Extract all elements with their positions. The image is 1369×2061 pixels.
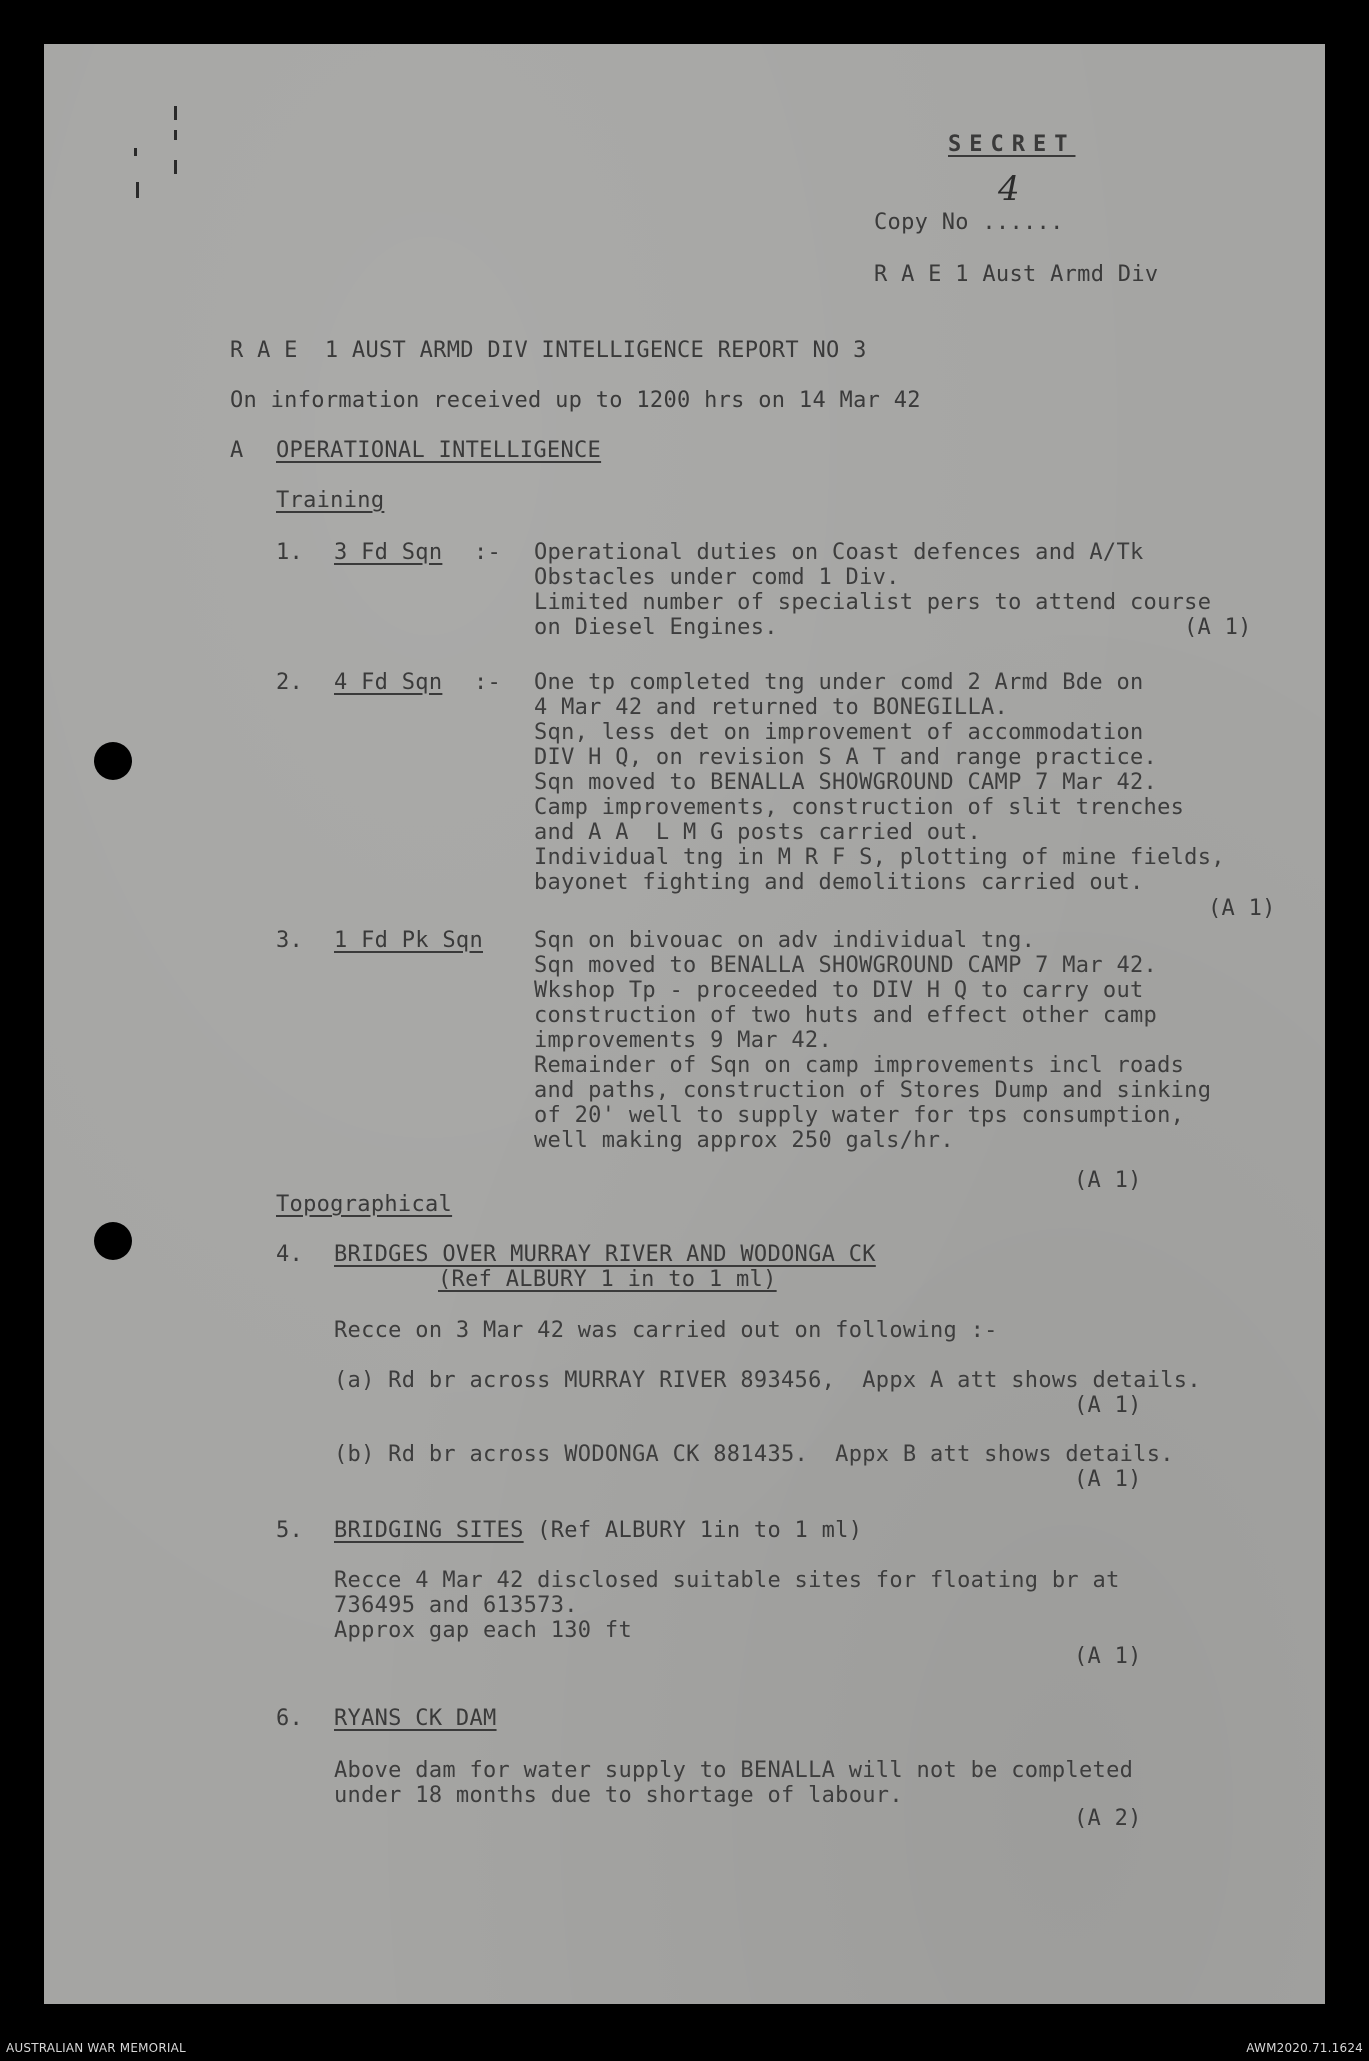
source-grade: (A 1): [1208, 896, 1276, 921]
item-line: Above dam for water supply to BENALLA will not be completed: [334, 1758, 1134, 1783]
item-line: Sqn moved to BENALLA SHOWGROUND CAMP 7 Mar 42.: [534, 770, 1158, 795]
copy-number-handwritten: 4: [998, 169, 1020, 209]
source-grade: (A 1): [1074, 1644, 1142, 1669]
item-number: 6.: [276, 1706, 304, 1731]
punch-hole: [94, 1222, 132, 1260]
item-line: Sqn, less det on improvement of accommodation: [534, 720, 1144, 745]
item-heading-wrap: [334, 1518, 862, 1544]
item-line: DIV H Q, on revision S A T and range practice.: [534, 745, 1158, 770]
item-line: and A A L M G posts carried out.: [534, 820, 981, 845]
item-line: 4 Mar 42 and returned to BONEGILLA.: [534, 695, 1009, 720]
source-grade: (A 1): [1184, 615, 1252, 640]
sub-item-b: (b) Rd br across WODONGA CK 881435. Appx B att shows details.: [334, 1442, 1174, 1467]
item-line: Remainder of Sqn on camp improvements incl roads: [534, 1053, 1185, 1078]
source-grade: (A 2): [1074, 1806, 1142, 1831]
margin-mark: [174, 106, 177, 120]
item-line: Obstacles under comd 1 Div.: [534, 565, 900, 590]
punch-hole: [94, 742, 132, 780]
item-number: 5.: [276, 1518, 304, 1543]
training-heading: Training: [276, 488, 385, 513]
source-grade: (A 1): [1074, 1393, 1142, 1418]
item-number: 4.: [276, 1242, 304, 1267]
item-line: under 18 months due to shortage of labour.: [334, 1783, 903, 1808]
source-grade: (A 1): [1074, 1467, 1142, 1492]
margin-mark: [174, 160, 177, 174]
item-number: 3.: [276, 928, 304, 953]
item-line: Sqn on bivouac on adv individual tng.: [534, 928, 1036, 953]
item-line: improvements 9 Mar 42.: [534, 1028, 832, 1053]
item-number: 1.: [276, 540, 304, 565]
item-line: bayonet fighting and demolitions carried out.: [534, 870, 1144, 895]
item-separator: :-: [474, 670, 502, 695]
section-heading: OPERATIONAL INTELLIGENCE: [276, 438, 602, 463]
map-reference: (Ref ALBURY 1 in to 1 ml): [438, 1267, 777, 1292]
info-line: On information received up to 1200 hrs on 14 Mar 42: [230, 388, 921, 413]
item-unit: 1 Fd Pk Sqn: [334, 928, 483, 953]
archive-reference: AWM2020.71.1624: [1246, 2041, 1363, 2055]
margin-mark: [136, 182, 139, 198]
margin-mark: [134, 148, 137, 156]
item-line: Recce on 3 Mar 42 was carried out on following :-: [334, 1318, 998, 1343]
item-line: Recce 4 Mar 42 disclosed suitable sites for floating br at: [334, 1568, 1120, 1593]
report-title: R A E 1 AUST ARMD DIV INTELLIGENCE REPORT NO 3: [230, 338, 867, 363]
item-line: on Diesel Engines.: [534, 615, 778, 640]
item-line: Approx gap each 130 ft: [334, 1618, 632, 1643]
item-line: Limited number of specialist pers to attend course: [534, 590, 1212, 615]
item-heading: BRIDGING SITES: [334, 1518, 524, 1543]
item-line: 736495 and 613573.: [334, 1593, 578, 1618]
item-line: Operational duties on Coast defences and A/Tk: [534, 540, 1144, 565]
document-sheet: [44, 44, 1325, 2004]
item-line: Individual tng in M R F S, plotting of mine fields,: [534, 845, 1225, 870]
item-line: of 20' well to supply water for tps consumption,: [534, 1103, 1185, 1128]
item-separator: :-: [474, 540, 502, 565]
unit-line: R A E 1 Aust Armd Div: [874, 262, 1159, 287]
item-unit: 3 Fd Sqn: [334, 540, 443, 565]
copy-number-label: Copy No ......: [874, 210, 1064, 235]
section-letter: A: [230, 438, 244, 463]
item-line: well making approx 250 gals/hr.: [534, 1128, 954, 1153]
source-grade: (A 1): [1074, 1168, 1142, 1193]
margin-mark: [174, 130, 177, 140]
item-heading: RYANS CK DAM: [334, 1706, 497, 1731]
item-line: Sqn moved to BENALLA SHOWGROUND CAMP 7 Mar 42.: [534, 953, 1158, 978]
item-heading: BRIDGES OVER MURRAY RIVER AND WODONGA CK: [334, 1242, 876, 1267]
item-unit: 4 Fd Sqn: [334, 670, 443, 695]
item-line: construction of two huts and effect other camp: [534, 1003, 1158, 1028]
map-reference: (Ref ALBURY 1in to 1 ml): [523, 1518, 863, 1543]
item-number: 2.: [276, 670, 304, 695]
item-line: Wkshop Tp - proceeded to DIV H Q to carry out: [534, 978, 1144, 1003]
topographical-heading: Topographical: [276, 1192, 453, 1217]
item-line: One tp completed tng under comd 2 Armd Bde on: [534, 670, 1144, 695]
classification-stamp: SECRET: [948, 132, 1076, 157]
item-line: Camp improvements, construction of slit trenches: [534, 795, 1185, 820]
archive-credit: AUSTRALIAN WAR MEMORIAL: [6, 2041, 186, 2055]
sub-item-a: (a) Rd br across MURRAY RIVER 893456, Appx A att shows details.: [334, 1368, 1201, 1393]
item-line: and paths, construction of Stores Dump and sinking: [534, 1078, 1212, 1103]
